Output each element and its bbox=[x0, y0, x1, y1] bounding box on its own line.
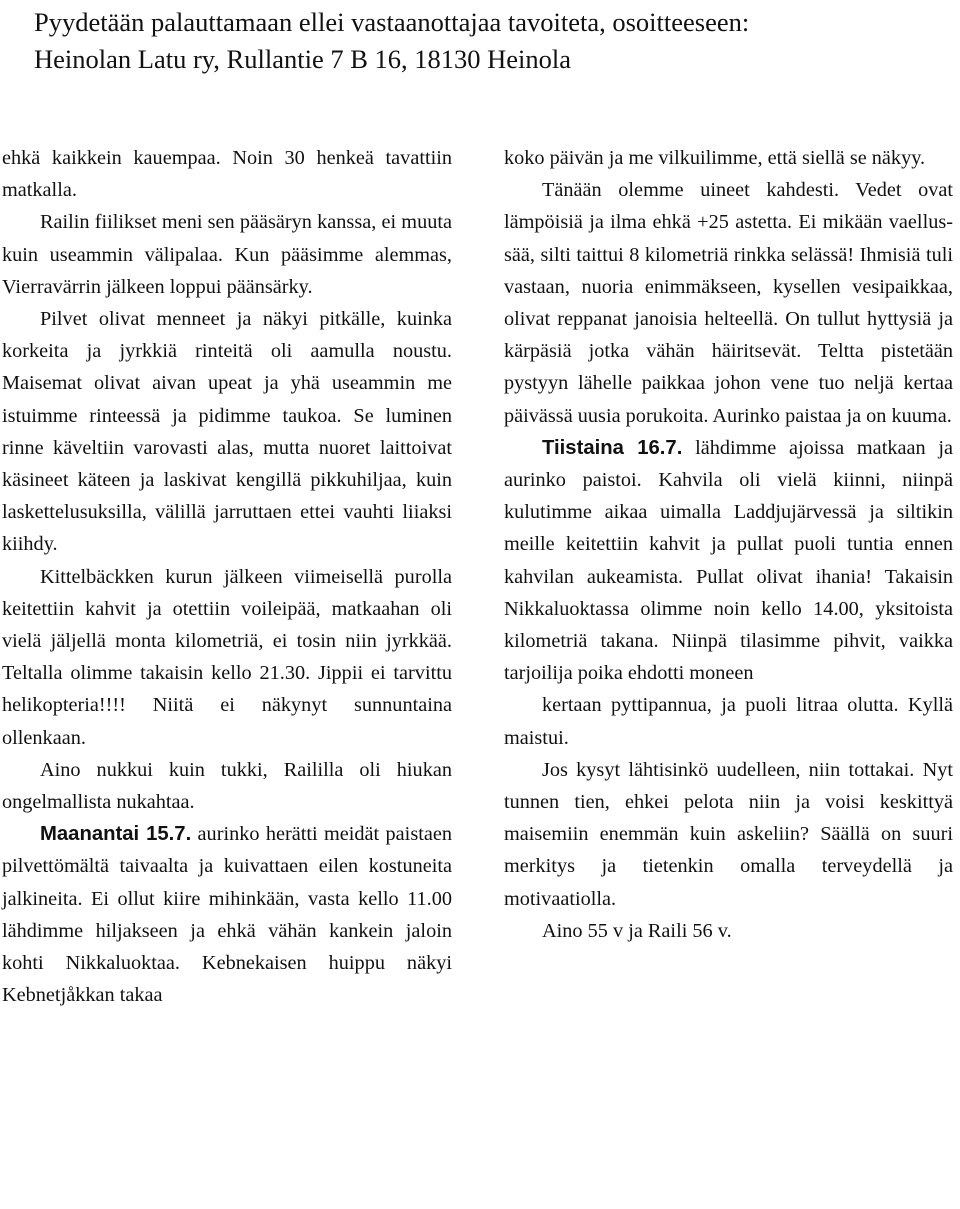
paragraph-text: lähdimme ajoissa matkaan ja aurinko paistoi. Kahvila oli vielä kiinni, niinpä kulutimme aikaa uimalla Laddjujärvessä ja siltikin meille keitettiin kahvit ja pullat puoli tuntia ennen kahvilan aukeamista. Pullat olivat ihania! Takaisin Nikkaluoktassa olimme noin kello 14.00, yksitoista kilometriä takana. Niinpä tilasimme pihvit, vaikka tarjoilija poika ehdotti moneen bbox=[504, 436, 954, 685]
date-heading: Maanantai 15.7. bbox=[40, 823, 192, 846]
paragraph: koko päivän ja me vilkuilimme, että siellä se näkyy. bbox=[504, 147, 926, 169]
paragraph: Railin fiilikset meni sen pääsäryn kanssa, ei muuta kuin useammin välipalaa. Kun pääsimme alemmas, Vierravärrin jälkeen loppui päänsärky. bbox=[2, 211, 452, 298]
signature: Aino 55 v ja Raili 56 v. bbox=[542, 919, 732, 942]
paragraph: kertaan pyttipannua, ja puoli litraa olutta. Kyllä maistui. bbox=[504, 694, 953, 749]
paragraph: ehkä kaikkein kauempaa. Noin 30 henkeä tavattiin matkalla. bbox=[2, 147, 452, 202]
paragraph: Jos kysyt lähtisinkö uudelleen, niin tottakai. Nyt tunnen tien, ehkei pelota niin ja voisi keskittyä maisemiin enemmän kuin askeliin? Säällä on suuri merkitys ja tietenkin omalla terveydellä ja motivaatiolla. bbox=[504, 758, 953, 910]
left-text-column bbox=[2, 142, 452, 1011]
right-text-column bbox=[504, 142, 953, 947]
paragraph: Tänään olemme uineet kahdesti. Vedet ovat lämpöisiä ja ilma ehkä +25 astetta. Ei mikään vaellus-sää, silti taittui 8 kilometriä rinkka selässä! Ihmisiä tuli vastaan, nuoria enimmäkseen, kysellen vesipaikkaa, olivat reppanat janoisia helteellä. On tullut hyttysiä ja kärpäsiä jotka vähän häiritsevät. Teltta pistetään pystyyn lähelle paikkaa johon vene tuo neljä kertaa päivässä uusia porukoita. Aurinko paistaa ja on kuuma. bbox=[504, 179, 953, 427]
header-line-1: Pyydetään palauttamaan ellei vastaanottajaa tavoiteta, osoitteeseen: bbox=[34, 7, 750, 37]
paragraph-text: aurinko herätti meidät paistaen pilvettömältä taivaalta ja kuivattaen eilen kostuneita jalkineita. Ei ollut kiire mihinkään, vasta kello 11.00 lähdimme hiljakseen ja ehkä vähän kankein jaloin kohti Nikkaluoktaa. Kebnekaisen huippu näkyi Kebnetjåkkan takaa bbox=[2, 823, 452, 1007]
date-heading: Tiistaina 16.7. bbox=[542, 436, 683, 459]
header-line-2: Heinolan Latu ry, Rullantie 7 B 16, 18130 Heinola bbox=[34, 44, 572, 74]
paragraph bbox=[2, 818, 452, 1011]
paragraph bbox=[504, 432, 953, 690]
paragraph: Aino nukkui kuin tukki, Raililla oli hiukan ongelmallista nukahtaa. bbox=[2, 758, 452, 814]
return-address-header bbox=[34, 4, 934, 78]
paragraph: Kittelbäckken kurun jälkeen viimeisellä purolla keitettiin kahvit ja otettiin voileipää, matkaahan oli vielä jäljellä monta kilometriä, ei tosin niin jyrkkää. Teltalla olimme takaisin kello 21.30. Jippii ei tarvittu helikopteria!!!! Niitä ei näkynyt sunnuntaina ollenkaan. bbox=[2, 565, 452, 749]
paragraph: Pilvet olivat menneet ja näkyi pitkälle, kuinka korkeita ja jyrkkiä rinteitä oli aamulla noustu. Maisemat olivat aivan upeat ja yhä useammin me istuimme rinteessä ja pidimme taukoa. Se luminen rinne käveltiin varovasti alas, mutta nuoret laittoivat käsineet käteen ja laskivat kengillä pikkuhiljaa, kuin laskettelusuksilla, välillä jarruttaen ettei vauhti liiaksi kiihdy. bbox=[2, 308, 452, 556]
